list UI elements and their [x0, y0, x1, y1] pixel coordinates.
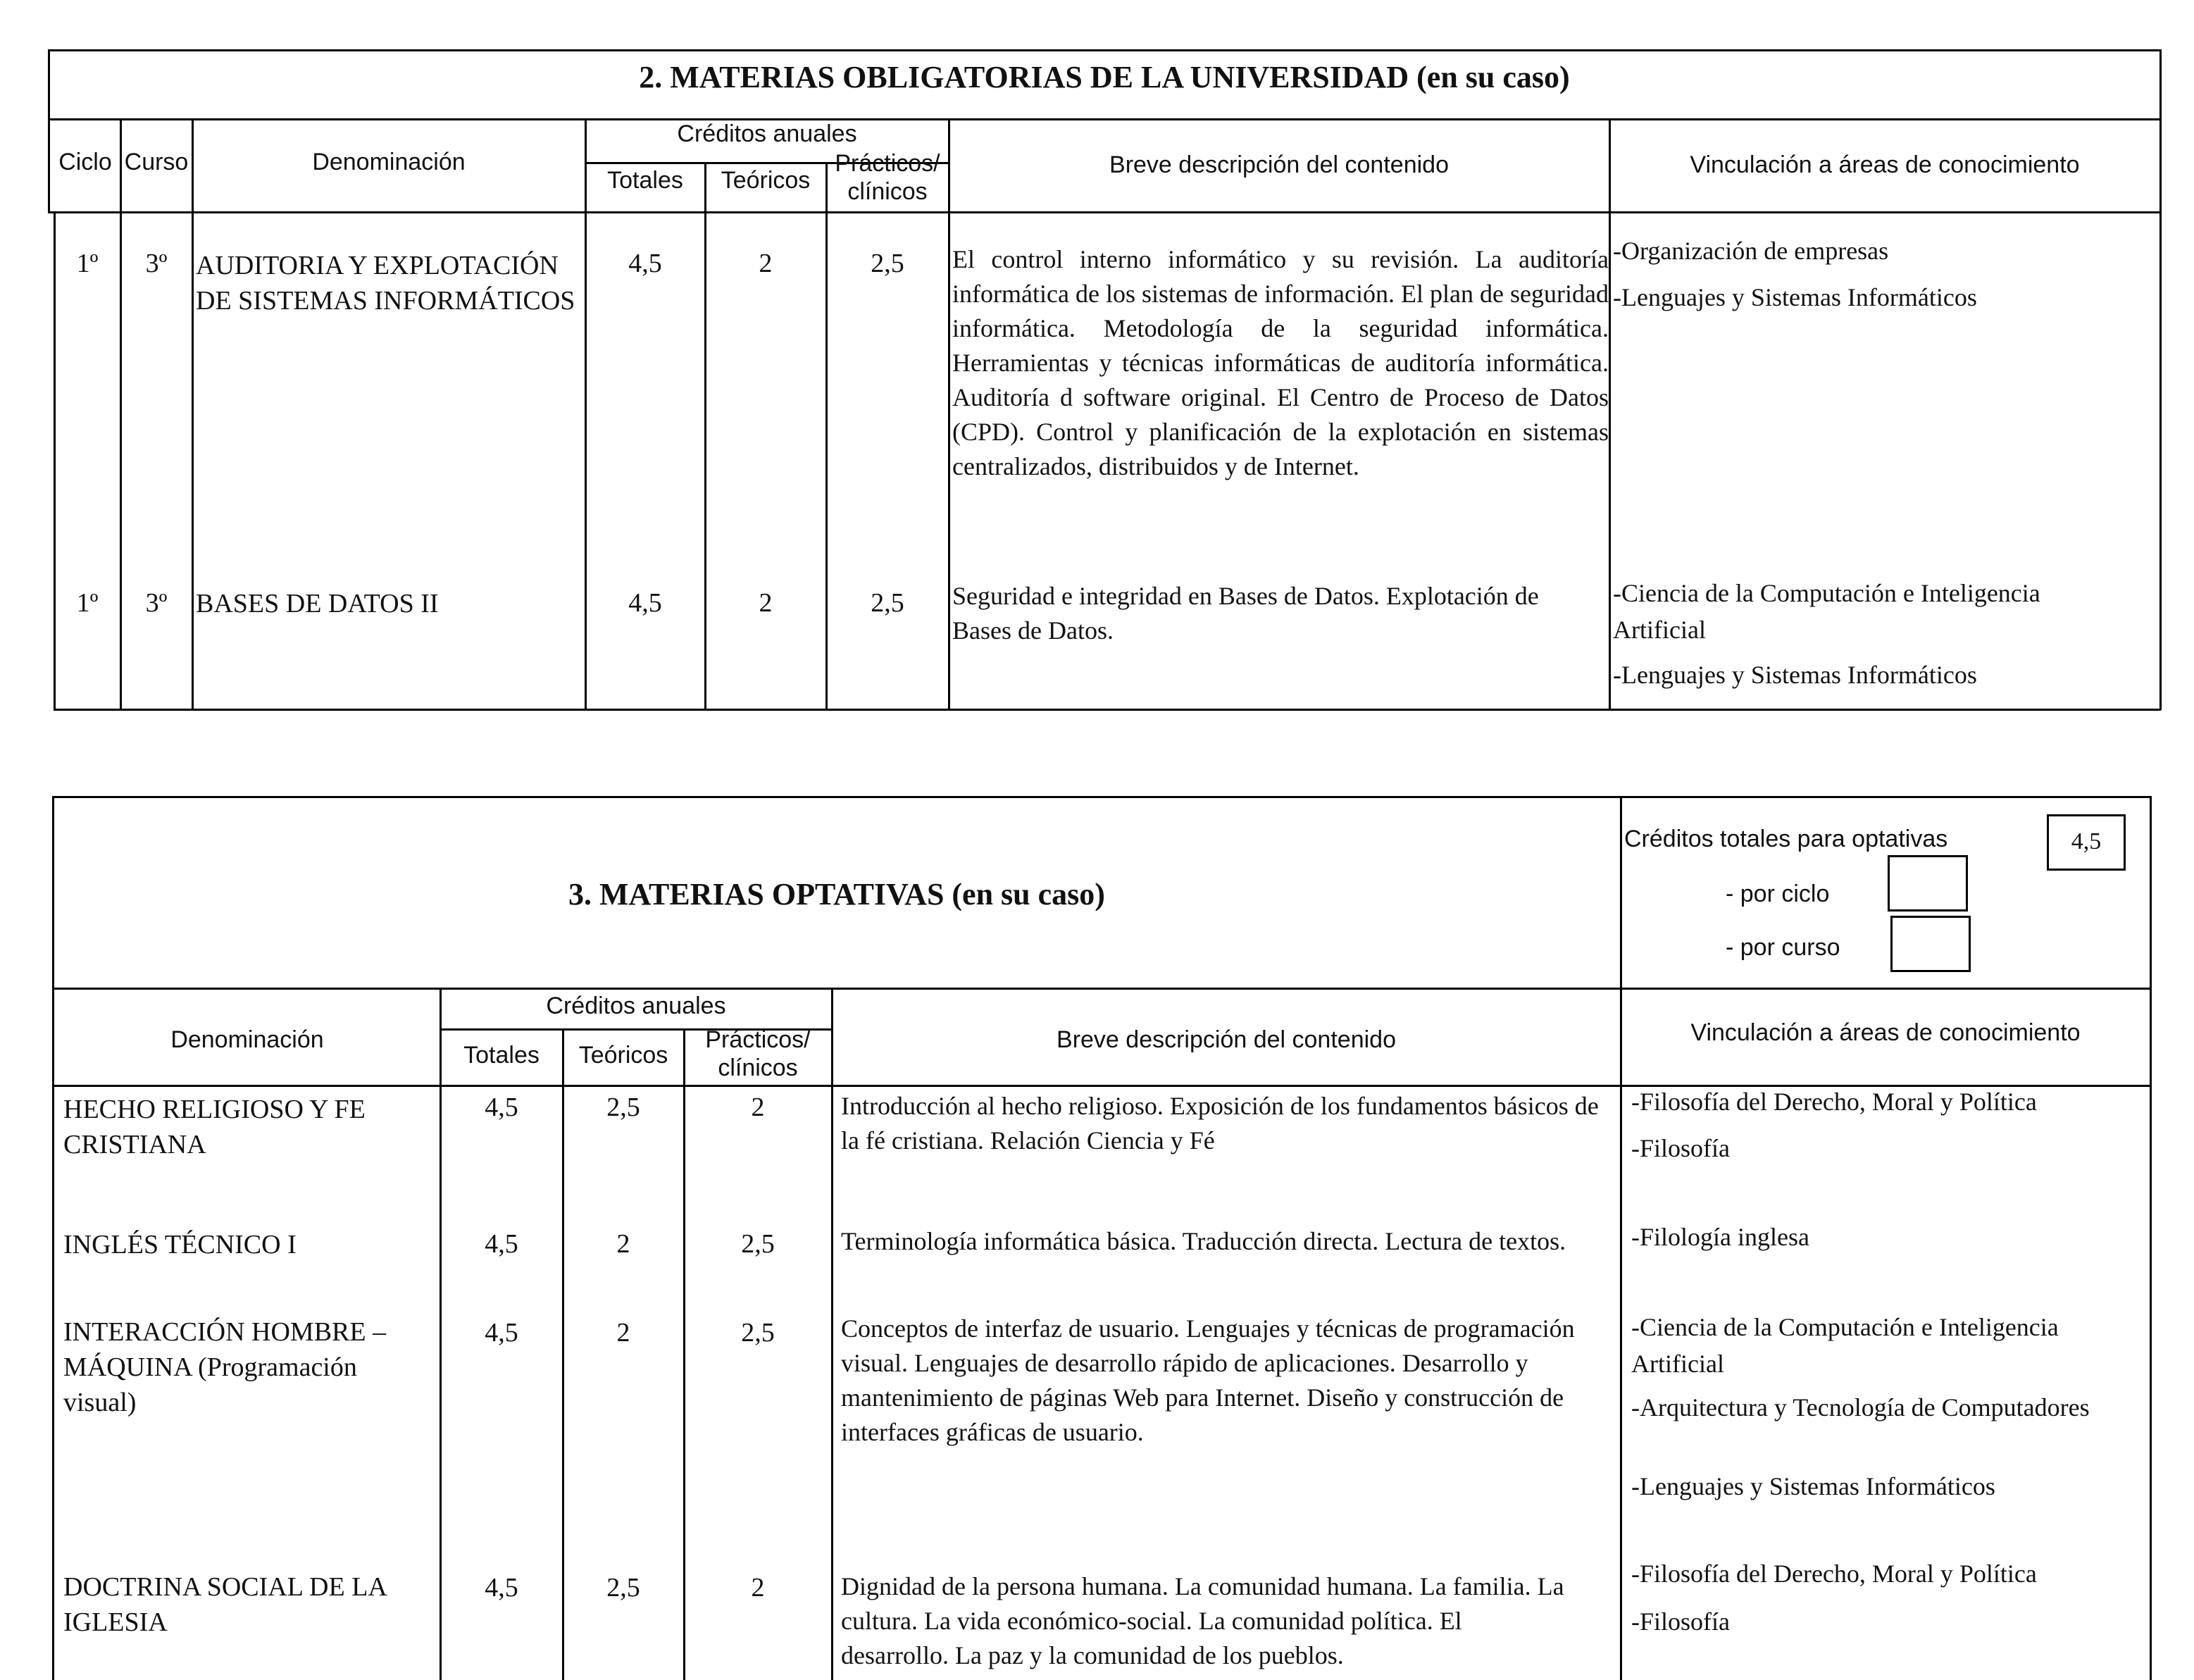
denominacion-cell: DOCTRINA SOCIAL DE LA IGLESIA	[63, 1572, 386, 1637]
practicos-cell: 2,5	[741, 1229, 775, 1259]
por-curso-label: - por curso	[1726, 934, 1840, 961]
practicos-cell: 2,5	[871, 249, 904, 278]
descripcion-cell: Seguridad e integridad en Bases de Datos. Explotación de Bases de Datos.	[952, 582, 1539, 645]
totales-cell: 4,5	[485, 1318, 518, 1348]
header-totales: Totales	[607, 167, 683, 194]
header-descripcion: Breve descripción del contenido	[1109, 151, 1449, 178]
totales-cell: 4,5	[628, 249, 662, 278]
area-item: -Filosofía del Derecho, Moral y Política	[1631, 1088, 2037, 1116]
header-totales: Totales	[463, 1042, 540, 1069]
area-item: -Filosofía del Derecho, Moral y Política	[1631, 1560, 2037, 1588]
header-descripcion: Breve descripción del contenido	[1057, 1026, 1396, 1053]
creditos-totales-label: Créditos totales para optativas	[1624, 826, 1948, 852]
denominacion-cell: INTERACCIÓN HOMBRE – MÁQUINA (Programación visual)	[63, 1317, 387, 1417]
area-item: -Lenguajes y Sistemas Informáticos	[1613, 661, 1977, 689]
descripcion-cell: Terminología informática básica. Traducción directa. Lectura de textos.	[841, 1227, 1566, 1255]
header-vinculacion: Vinculación a áreas de conocimiento	[1690, 151, 2080, 178]
practicos-cell: 2,5	[871, 588, 904, 618]
practicos-cell: 2,5	[741, 1318, 775, 1348]
teoricos-cell: 2	[759, 249, 773, 278]
area-item: -Ciencia de la Computación e Inteligencia Artificial	[1631, 1313, 2059, 1378]
denominacion-cell: BASES DE DATOS II	[196, 589, 439, 618]
curso-cell: 3º	[145, 588, 168, 618]
area-item: -Filosofía	[1631, 1607, 1730, 1636]
header-teoricos: Teóricos	[578, 1042, 668, 1069]
area-item: -Organización de empresas	[1613, 237, 1889, 265]
totales-cell: 4,5	[485, 1093, 518, 1122]
por-ciclo-label: - por ciclo	[1726, 881, 1830, 907]
teoricos-cell: 2	[759, 588, 773, 618]
totales-cell: 4,5	[485, 1229, 518, 1259]
area-item: -Filología inglesa	[1631, 1223, 1809, 1251]
por-ciclo-box	[1888, 855, 1968, 911]
creditos-totales-value: 4,5	[2071, 828, 2102, 854]
totales-cell: 4,5	[485, 1573, 518, 1603]
area-item: -Arquitectura y Tecnología de Computadores	[1631, 1393, 2090, 1421]
denominacion-cell: INGLÉS TÉCNICO I	[63, 1230, 297, 1259]
header-denominacion: Denominación	[312, 149, 466, 175]
header-denominacion: Denominación	[170, 1026, 324, 1053]
denominacion-cell: AUDITORIA Y EXPLOTACIÓN DE SISTEMAS INFORMÁTICOS	[196, 251, 575, 316]
descripcion-cell: Introducción al hecho religioso. Exposición de los fundamentos básicos de la fé cristiana. Relación Ciencia y Fé	[841, 1092, 1599, 1155]
header-vinculacion: Vinculación a áreas de conocimiento	[1690, 1019, 2081, 1046]
section3-title: 3. MATERIAS OPTATIVAS (en su caso)	[568, 877, 1105, 911]
area-item: -Lenguajes y Sistemas Informáticos	[1613, 283, 1977, 311]
ciclo-cell: 1º	[76, 249, 99, 278]
area-item: -Filosofía	[1631, 1134, 1730, 1162]
denominacion-cell: HECHO RELIGIOSO Y FE CRISTIANA	[63, 1095, 366, 1159]
area-item: -Ciencia de la Computación e Inteligencia Artificial	[1613, 579, 2040, 644]
ciclo-cell: 1º	[76, 588, 99, 618]
descripcion-cell: Dignidad de la persona humana. La comunidad humana. La familia. La cultura. La vida económico-social. La comunidad política. El desarrollo. La paz y la comunidad de los pueblos.	[841, 1572, 1564, 1669]
header-practicos: Prácticos/ clínicos	[835, 150, 940, 205]
teoricos-cell: 2	[616, 1318, 630, 1348]
header-teoricos: Teóricos	[721, 167, 811, 194]
header-curso: Curso	[124, 149, 189, 175]
teoricos-cell: 2	[616, 1229, 630, 1259]
header-ciclo: Ciclo	[58, 149, 112, 175]
descripcion-cell: Conceptos de interfaz de usuario. Lenguajes y técnicas de programación visual. Lenguajes de desarrollo rápido de aplicaciones. Desarrollo y mantenimiento de páginas Web para Internet. Diseño y construcción de interfaces gráficas de usuario.	[841, 1314, 1575, 1446]
header-creditos-anuales: Créditos anuales	[677, 120, 857, 147]
teoricos-cell: 2,5	[606, 1093, 640, 1122]
totales-cell: 4,5	[628, 588, 662, 618]
header-creditos-anuales: Créditos anuales	[546, 993, 726, 1019]
descripcion-cell: El control interno informático y su revisión. La auditoría informática de los sistemas de información. El plan de seguridad informática. Metodología de la seguridad informática. Herramientas y técnicas informáticas de auditoría informática. Auditoría d software original. El Centro de Proceso de Datos (CPD). Control y planificación de la explotación en sistemas centralizados, distribuidos y de Internet.	[952, 245, 1609, 480]
por-curso-box	[1890, 916, 1971, 972]
curso-cell: 3º	[145, 249, 168, 278]
area-item: -Lenguajes y Sistemas Informáticos	[1631, 1472, 1995, 1500]
practicos-cell: 2	[751, 1573, 765, 1603]
practicos-cell: 2	[751, 1093, 765, 1122]
header-practicos: Prácticos/ clínicos	[705, 1026, 811, 1081]
section2-title: 2. MATERIAS OBLIGATORIAS DE LA UNIVERSIDAD (en su caso)	[639, 60, 1570, 94]
teoricos-cell: 2,5	[606, 1573, 640, 1603]
